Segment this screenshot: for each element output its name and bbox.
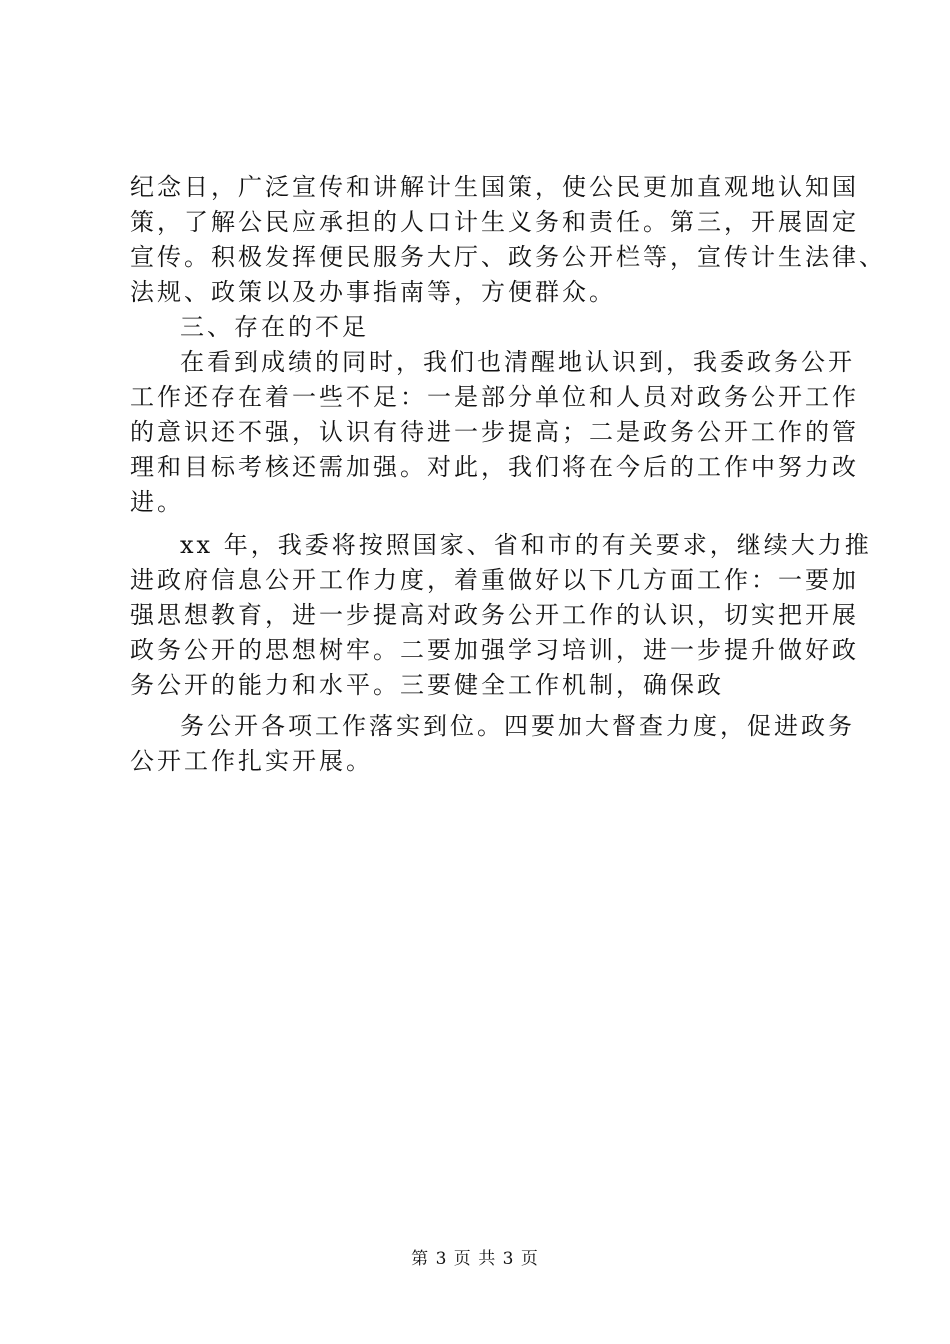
text-line: 工作还存在着一些不足：一是部分单位和人员对政务公开工作 [130,383,859,411]
text-line: 政务公开的思想树牢。二要加强学习培训，进一步提升做好政 [130,636,859,664]
text-line: 在看到成绩的同时，我们也清醒地认识到，我委政务公开 [180,348,855,376]
text-line: 宣传。积极发挥便民服务大厅、政务公开栏等，宣传计生法律、 [130,243,886,271]
text-line: 进政府信息公开工作力度，着重做好以下几方面工作：一要加 [130,566,859,594]
page-number-footer: 第 3 页 共 3 页 [411,1249,539,1269]
text-line: xx 年，我委将按照国家、省和市的有关要求，继续大力推 [180,531,872,559]
text-line: 务公开各项工作落实到位。四要加大督查力度，促进政务 [180,712,855,740]
text-line: 理和目标考核还需加强。对此，我们将在今后的工作中努力改 [130,453,859,481]
text-line: 公开工作扎实开展。 [130,747,373,775]
section-heading: 三、存在的不足 [180,313,369,341]
text-line: 法规、政策以及办事指南等，方便群众。 [130,278,616,306]
text-line: 纪念日，广泛宣传和讲解计生国策，使公民更加直观地认知国 [130,173,859,201]
text-line: 强思想教育，进一步提高对政务公开工作的认识，切实把开展 [130,601,859,629]
text-line: 策，了解公民应承担的人口计生义务和责任。第三，开展固定 [130,208,859,236]
text-line: 务公开的能力和水平。三要健全工作机制，确保政 [130,671,724,699]
document-body [130,170,886,779]
text-line: 进。 [130,488,184,516]
text-line: 的意识还不强，认识有待进一步提高；二是政务公开工作的管 [130,418,859,446]
